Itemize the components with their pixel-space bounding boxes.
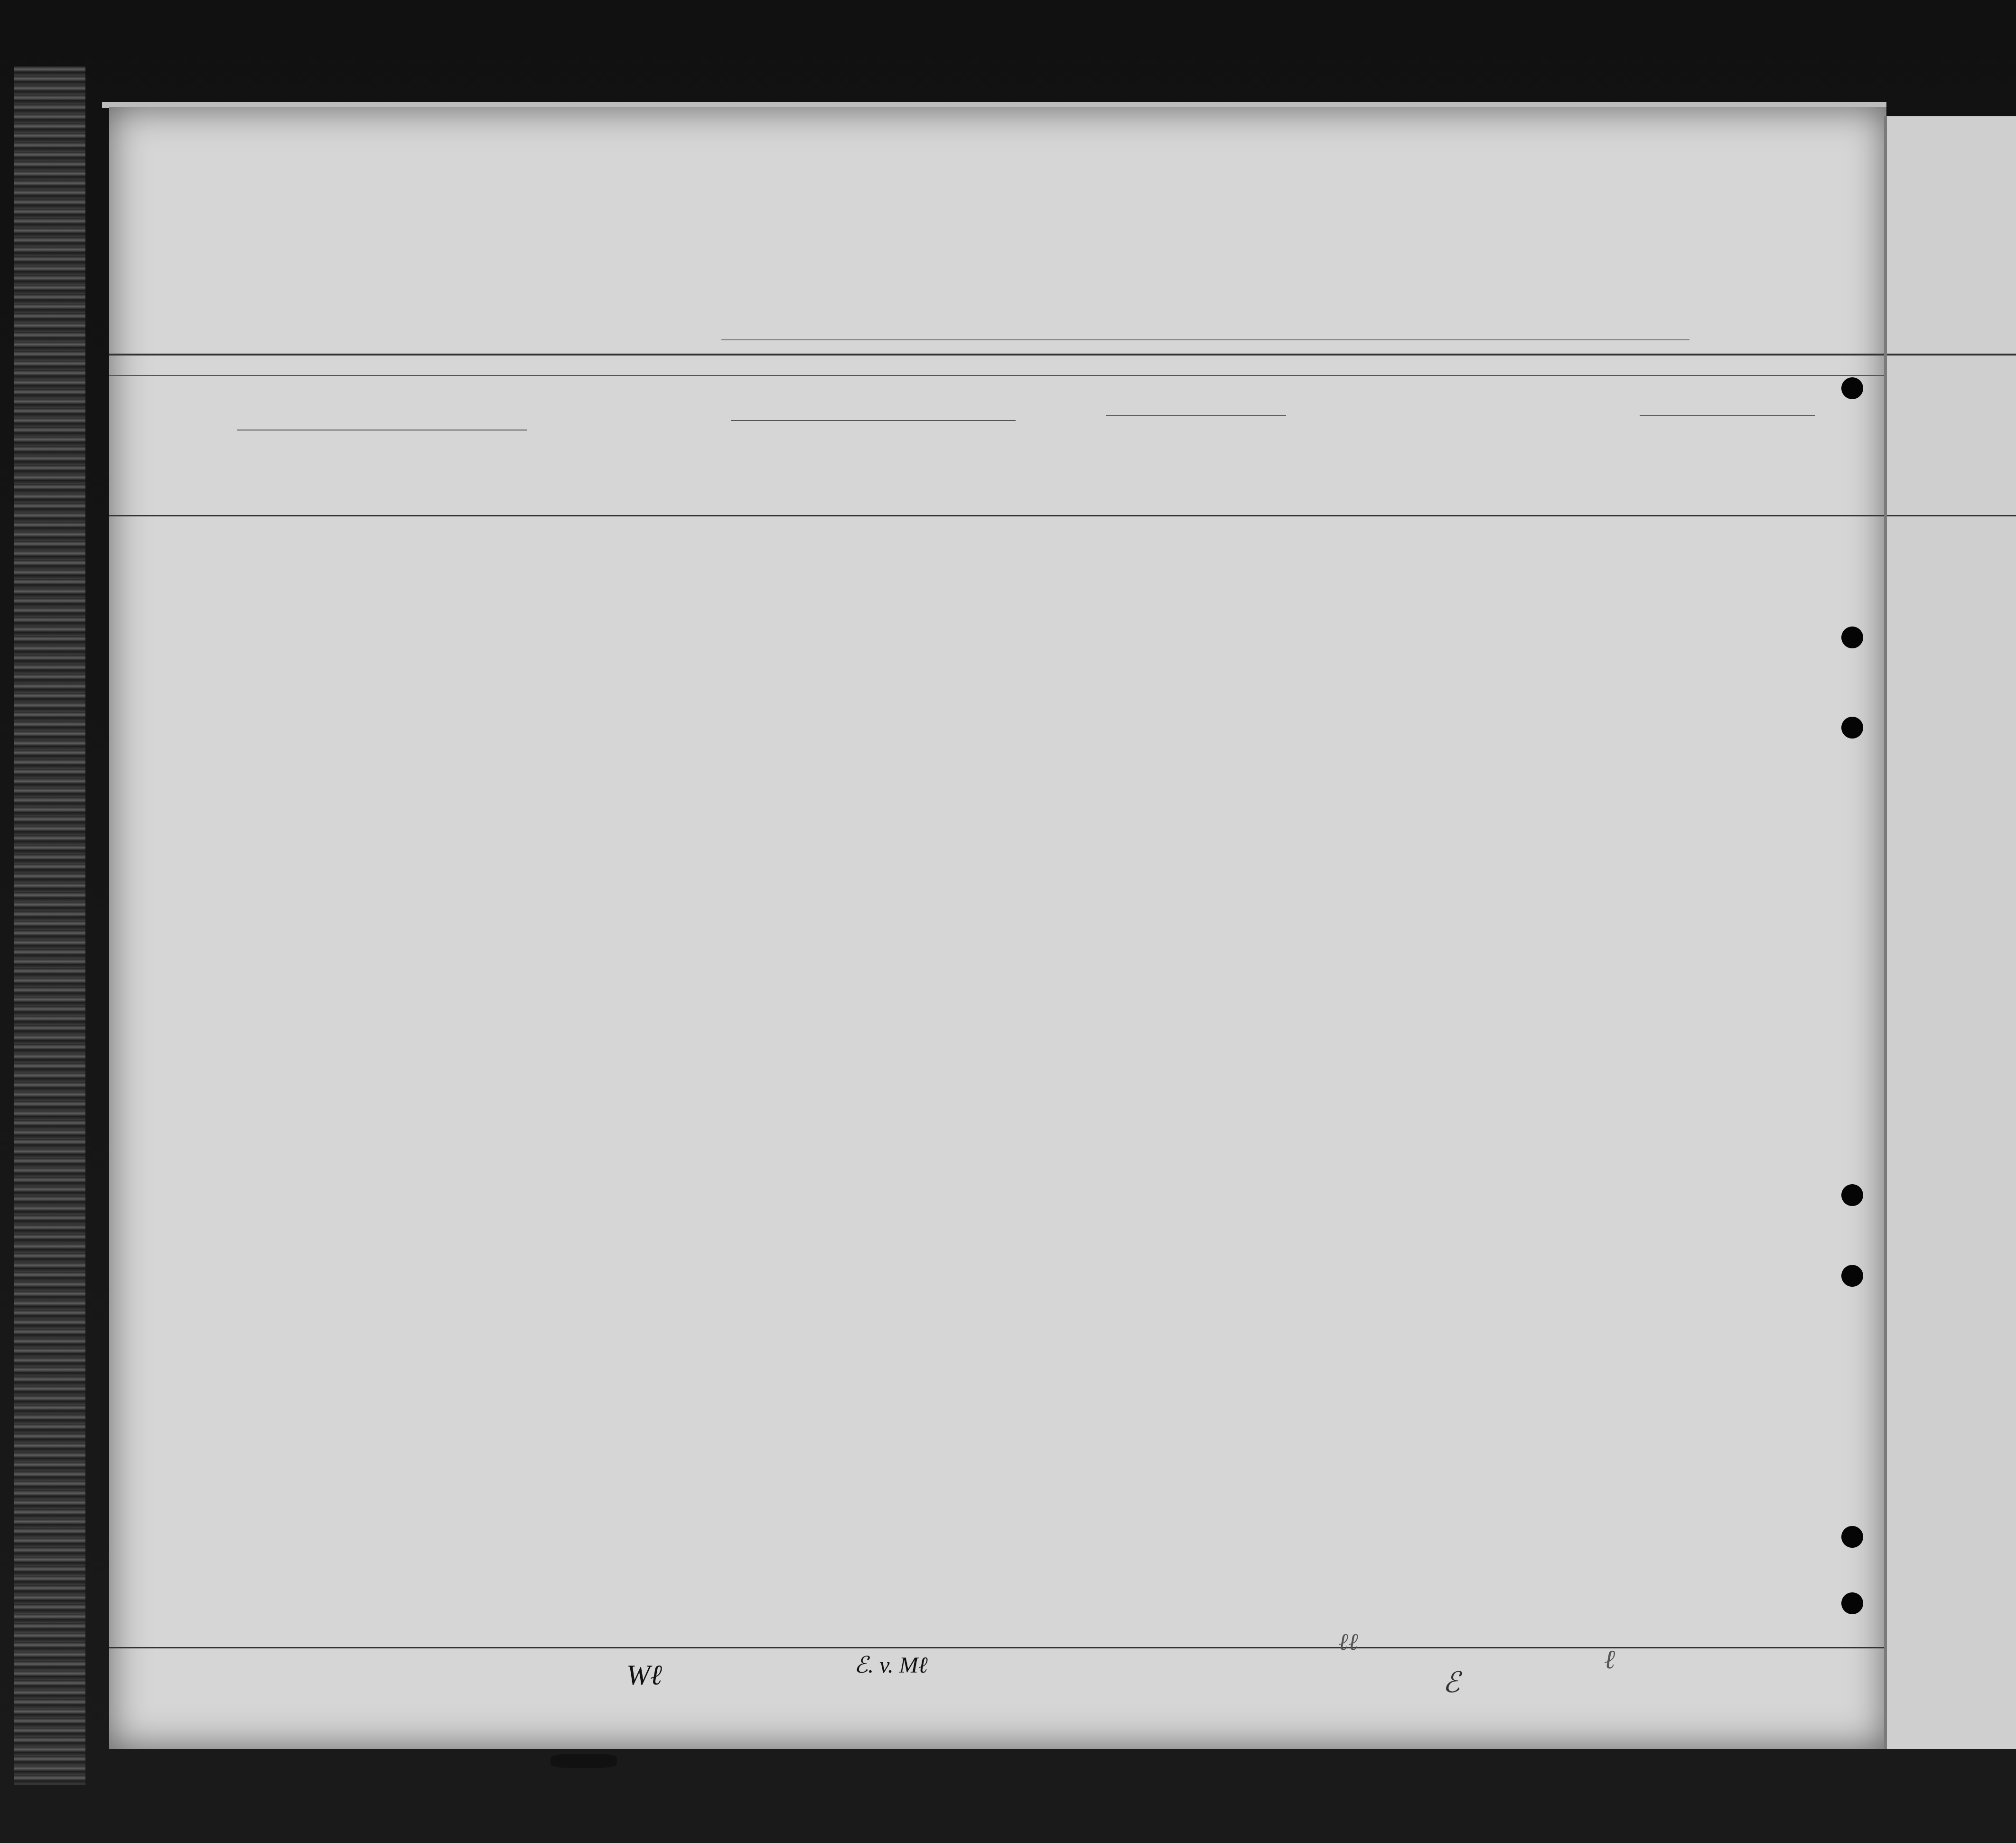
header-bottom-rule (109, 515, 1886, 516)
inspector-mark: ℓ (1604, 1645, 1615, 1675)
punch-hole (1841, 1592, 1863, 1614)
adjacent-top-rule (1887, 354, 2016, 356)
manifest-sheet (109, 107, 1886, 1749)
punch-hole (1841, 1526, 1863, 1548)
purser-signature: ℰ. v. Mℓ (854, 1653, 928, 1678)
initials-handwritten: Wℓ (626, 1659, 662, 1691)
table-top-rule (109, 354, 1886, 356)
residence-sub-rule (1640, 415, 1815, 416)
book-binding (14, 66, 85, 1785)
punch-hole (1841, 717, 1863, 739)
adjacent-sheet (1884, 116, 2016, 1749)
birth-sub-rule (1106, 415, 1286, 416)
inspector-initials: ℰ (1443, 1667, 1460, 1698)
punch-hole (1841, 1184, 1863, 1206)
adjacent-header-rule (1887, 515, 2016, 516)
ink-blot (551, 1754, 617, 1768)
column-number-rule (109, 375, 1886, 376)
punch-hole (1841, 1265, 1863, 1287)
sailing-underline (721, 339, 1689, 340)
punch-hole (1841, 377, 1863, 399)
punch-hole (1841, 627, 1863, 648)
table-bottom-rule (109, 1647, 1886, 1648)
inspector-signature: ℓℓ (1338, 1628, 1358, 1655)
able-to-sub-rule (731, 420, 1016, 421)
